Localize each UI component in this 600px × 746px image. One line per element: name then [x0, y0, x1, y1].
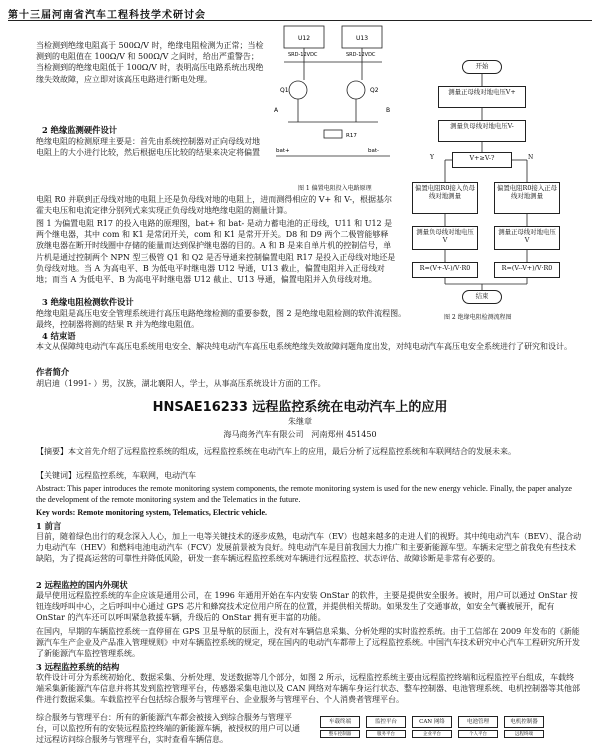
bat-plus-label: bat+ — [276, 148, 290, 154]
figure-2-caption: 图 2 绝缘电阻检测流程图 — [444, 314, 512, 321]
flow-box-5: 测量负母线对地电压V — [412, 226, 478, 250]
para-5: 绝缘电阻是高压电安全管理系统进行高压电路绝缘检测的重要参数，图 2 是绝缘电阻检测的软件流程图。最终，控制器将测的结果 R 并为绝缘电阻值。 — [36, 309, 407, 330]
fig3-box-9: 个人平台 — [458, 730, 498, 738]
para-3: 电阻 R0 并联到正母线对地的电阻上还是负母线对地的电阻上，进而测得相应的 V+ 和 V-，根据基尔霍夫电压和电流定律分别列式来实现正负母线对地绝缘电阻的测量计算。 — [36, 195, 393, 216]
para-6: 本文从保障纯电动汽车高压电系统用电安全、解决纯电动汽车高压电系统绝缘失效故障问题角度出发，对纯电动汽车高压电安全系统进行了研究和设计。 — [36, 342, 572, 351]
author-bio-label: 作者简介 — [36, 367, 70, 377]
q1-label: Q1 — [280, 87, 289, 94]
heading-2: 2 绝缘监测硬件设计 — [42, 125, 118, 135]
para-2: 绝缘电阻的检测原理主要是：首先由系统控制器对正向母线对地电阻上的大小进行比较，然后根据电压比较的结果来决定将偏置 — [36, 137, 260, 158]
section-3-text-2: 综合服务与管理平台：所有的新能源汽车都会被接入到综合服务与管理平台，可以监控所有的安装远程监控终端的新能源车辆，被授权的用户可以通过远程访问综合服务与管理平台，实时查看车辆信息。 — [36, 713, 300, 745]
section-1-heading: 1 前言 — [36, 521, 62, 531]
fig3-box-2: 监控平台 — [366, 716, 406, 728]
u13-label: U13 — [356, 35, 369, 42]
bat-minus-label: bat- — [368, 148, 380, 154]
flow-connectors — [400, 60, 580, 310]
relay1-label: SRD-12VDC — [288, 52, 318, 58]
para-1: 当检测到绝缘电阻高于 500Ω/V 时，绝缘电阻检测为正常；当检测到的电阻值在 100Ω/V 和 500Ω/V 之间时，给出严重警告；当检测到的绝缘电阻低于 100Ω/V 时，表明高压电路系统出现绝缘失效故障，应立即对该高压电路进行断电处理。 — [36, 41, 264, 84]
page-header: 第十三届河南省汽车工程科技学术研讨会 — [8, 10, 206, 21]
figure-1-caption: 图 1 偏置电阻投入电路原理 — [298, 185, 372, 192]
flow-formula-2: R=(V--V+)/V·R0 — [494, 262, 560, 278]
resistor-r17 — [324, 130, 342, 138]
article-title: HNSAE16233 远程监控系统在电动汽车上的应用 — [152, 400, 448, 415]
fig3-box-10: 远程终端 — [504, 730, 544, 738]
section-3-heading: 3 远程监控系统的结构 — [36, 662, 120, 672]
section-3-text: 软件设计可分为系统初始化、数据采集、分析处理、发送数据等几个部分，如图 2 所示，远程监控系统主要由远程监控终端和远程监控平台组成，车载终端采集新能源汽车信息并将其发到监控管理平台，传感器采集电池以及 CAN 网络对车辆车身运行状态、整车控制器、电池管理系统、电机控制器等其他部件进行数据采集。车载监控平台包括综合服务与管理平台、企业服务与管理平台、个人消费者管理平台。 — [36, 673, 580, 705]
fig3-box-1: 车载终端 — [320, 716, 360, 728]
transistor-q1 — [289, 81, 307, 99]
article-affiliation: 海马商务汽车有限公司 河南郑州 451450 — [223, 430, 377, 439]
figure-1-circuit — [268, 22, 398, 180]
fig3-box-5: 电机控制器 — [504, 716, 544, 728]
flow-yes: Y — [430, 154, 434, 161]
fig3-box-4: 电池管理 — [458, 716, 498, 728]
flow-end: 结束 — [462, 290, 502, 304]
section-2-text-b: 在国内，早期的车辆监控系统一直停留在 GPS 卫星导航的层面上，没有对车辆信息采集、分析处理的实时监控系统。由于工信部在 2009 年发布的《新能源汽车生产企业及产品准入管理规则》中对车辆监控系统的规定，现在国内的电动汽车都带上了远程监控系统。中国汽车技术研究中心汽车工程研究所开发了新能源汽车监控管理系统。 — [36, 627, 580, 659]
fig3-box-8: 企业平台 — [412, 730, 452, 738]
abstract-cn: 【摘要】本文首先介绍了远程监控系统的组成，远程监控系统在电动汽车上的应用，最后分析了远程监控系统和车联网结合的发展未来。 — [36, 447, 516, 456]
flow-box-1: 测量正母线对地电压V+ — [438, 86, 526, 108]
r17-label: R17 — [346, 133, 357, 139]
transistor-q2 — [347, 81, 365, 99]
q2-label: Q2 — [370, 87, 379, 94]
section-1-text: 目前，随着绿色出行的观念深入人心，加上一电等关键技术的逐步成熟，电动汽车（EV）也越来越多的走进人们的视野。其中纯电动汽车（BEV）、混合动力电动汽车（HEV）和燃料电池电动汽车（FCV）发展前景被为良好。纯电动汽车是目前我国大力推广和主要新能源车型。车辆未定型之前我免有些技术缺陷，为了提高运营的可靠性并降低风险，研发一套车辆远程监控系统对车辆进行远程监控、状态评估、故障诊断是非常有必要的。 — [36, 532, 582, 564]
abstract-en: Abstract: This paper introduces the remote monitoring system components, the remote monitoring system is used for the new energy vehicle. Finally, the paper analyze the development of the remote monitoring system and the Telematics in the future. — [36, 484, 572, 505]
keywords-en: Key words: Remote monitoring system, Telematics, Electric vehicle. — [36, 508, 268, 517]
heading-4: 4 结束语 — [42, 331, 76, 341]
flow-formula-1: R=(V+-V-)/V·R0 — [412, 262, 478, 278]
author-bio-text: 胡启迪（1991- ）男，汉族，湖北襄阳人，学士，从事高压系统设计方面的工作。 — [36, 379, 326, 388]
flow-box-6: 测量正母线对地电压V — [494, 226, 560, 250]
para-4: 图 1 为偏置电阻 R17 的投入电路的原理图，bat+ 和 bat- 是动力蓄电池的正母线，U11 和 U12 是两个继电器，其中 com 和 K1 是常闭开关，com 和 K1 是常开开关。D8 和 D9 两个二极管能够释放继电器在断开时线圈中存储的能量而达到保护继电器的目的。A 和 B 是来自单片机的控制信号，单片机是通过控制两个 NPN 型三极管 Q1 和 Q2 是否导通来控制偏置电阻 R17 是投入正母线对地还是负母线对地。当 A 为高电平、B 为低电平时继电器 U12 导通，U13 截止，偏置电阻并入正母线对地；而当 A 为低电平、B 为高电平时继电器 U12 截止、U13 导通，偏置电阻并入负母线对地。 — [36, 219, 396, 285]
fig3-box-3: CAN 网络 — [412, 716, 452, 728]
signal-a-label: A — [274, 107, 279, 114]
flow-box-3: 偏置电阻R0接入负母线对地测量 — [412, 182, 478, 214]
flow-box-2: 测量负母线对地电压V- — [438, 120, 526, 142]
section-2-text-a: 最早使用远程监控系统的车企应该是通用公司，在 1996 年通用开始在车内安装 OnStar 的软件，主要是提供安全服务。被时，用户可以通过 OnStar 按钮连线呼叫中心，之后呼叫中心通过 GPS 芯片和蜂窝技术定位用户所在的位置，并提供相关帮助。如果发生了交通事故，如安全气囊被展开，配有 OnStar 的汽车还可以呼叫紧急救援车辆，升级后的 OnStar 拥有更丰富的功能。 — [36, 591, 578, 623]
signal-b-label: B — [386, 107, 391, 114]
u12-label: U12 — [298, 35, 311, 42]
flow-no: N — [528, 154, 534, 161]
keywords-cn: 【关键词】远程监控系统，车联网，电动汽车 — [36, 471, 196, 480]
relay2-label: SRD-12VDC — [346, 52, 376, 58]
fig3-box-7: 服务平台 — [366, 730, 406, 738]
flow-start: 开始 — [462, 60, 502, 74]
heading-3: 3 绝缘电阻检测软件设计 — [42, 297, 134, 307]
article-author: 朱继章 — [288, 417, 312, 426]
flow-box-4: 偏置电阻R0接入正母线对地测量 — [494, 182, 560, 214]
header-rule — [8, 20, 592, 21]
section-2-heading: 2 远程监控的国内外现状 — [36, 580, 128, 590]
fig3-box-6: 整车控制器 — [320, 730, 360, 738]
flow-condition: V+≥V-? — [452, 152, 512, 168]
